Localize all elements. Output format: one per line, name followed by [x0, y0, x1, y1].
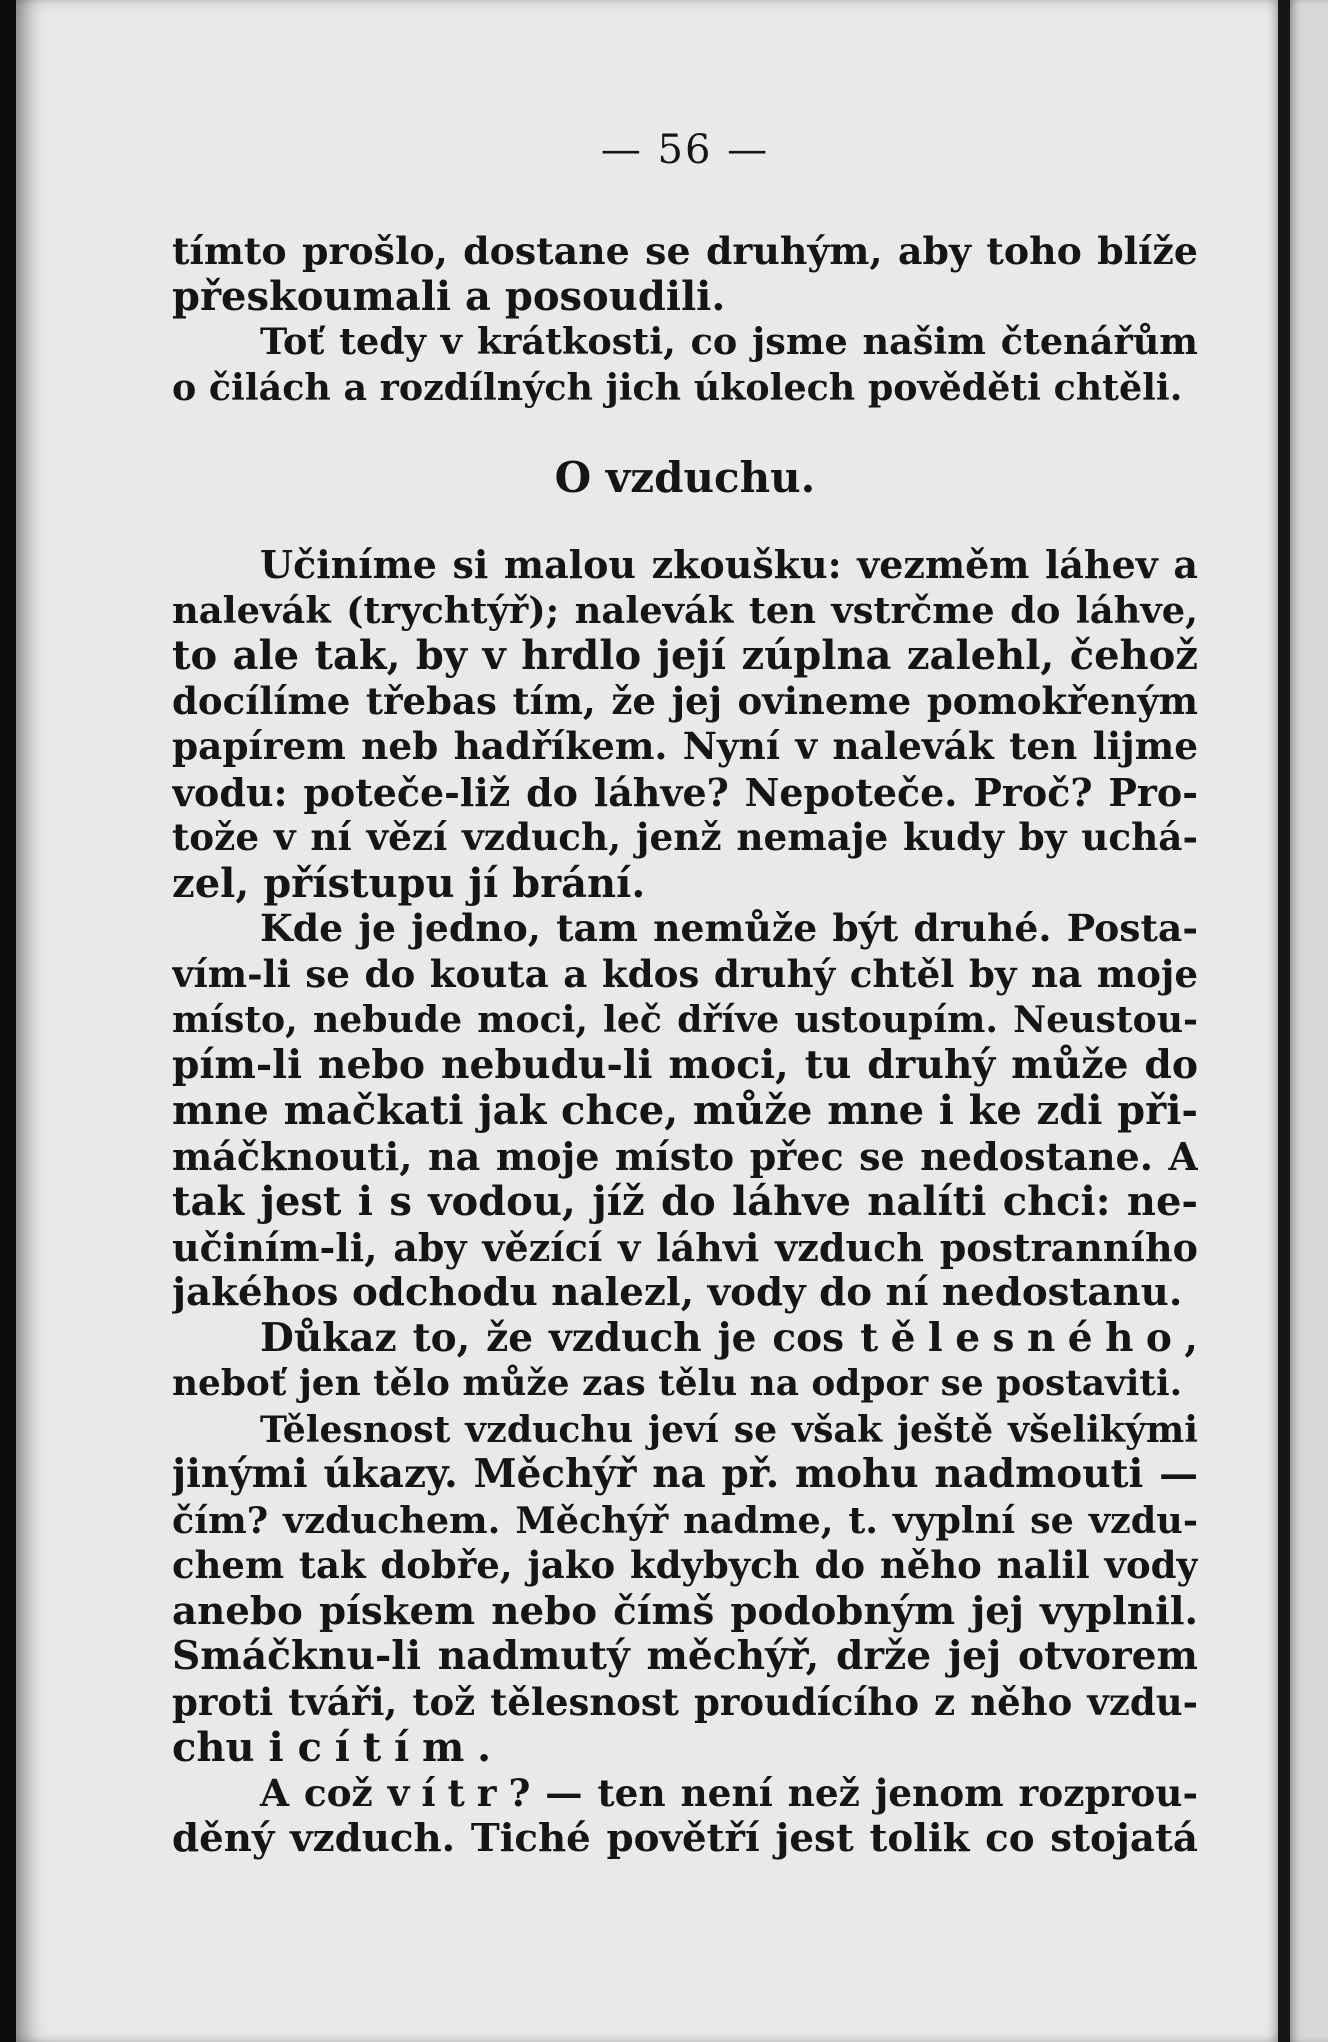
paragraph-1 [172, 542, 1198, 906]
text-line: Tělesnost vzduchu jeví se však ještě všelikými [260, 1407, 1198, 1451]
text-line: vím-li se do kouta a kdos druhý chtěl by na moje [172, 951, 1198, 996]
text-line: přeskoumali a posoudili. [172, 273, 726, 319]
text-line: o čilách a rozdílných jich úkolech pověděti chtěli. [172, 365, 1183, 409]
scan-left-edge [0, 0, 16, 2042]
text-line: nalevák (trychtýř); nalevák ten vstrčme do láhve, [172, 587, 1198, 632]
emphasized-word: cítím [297, 1725, 478, 1771]
text-line: mne mačkati jak chce, může mne i ke zdi při- [172, 1088, 1198, 1134]
text-line: docílíme třebas tím, že jej ovineme pomokřeným [172, 678, 1198, 723]
text-line: anebo pískem nebo čímš podobným jej vyplnil. [172, 1588, 1198, 1634]
text-line: neboť jen tělo může zas tělu na odpor se postaviti. [172, 1362, 1183, 1404]
text-line [172, 1771, 1198, 1817]
text-segment: Důkaz to, že vzduch je cos [260, 1315, 861, 1361]
emphasized-word: vítr [387, 1770, 509, 1815]
text-segment: chu i [172, 1725, 298, 1771]
page-text [172, 118, 1198, 1862]
paragraph-intro [172, 228, 1198, 319]
text-line: Toť tedy v krátkosti, co jsme našim čtenářům [260, 320, 1198, 363]
text-line: to ale tak, by v hrdlo její zúplna zalehl, čehož [172, 633, 1198, 679]
text-segment: A což [260, 1770, 388, 1815]
text-line: tímto prošlo, dostane se druhým, aby toho blíže [172, 228, 1198, 273]
text-line: učiním-li, aby vězící v láhvi vzduch postranního [172, 1224, 1198, 1270]
text-line: papírem neb hadříkem. Nyní v nalevák ten lijme [172, 724, 1198, 768]
text-segment: , [1184, 1315, 1198, 1361]
paragraph-5 [172, 1771, 1198, 1862]
text-line: Smáčknu-li nadmutý měchýř, drže jej otvorem [172, 1634, 1198, 1679]
text-line: proti tváři, tož tělesnost proudícího z něho vzdu- [172, 1679, 1198, 1724]
adjacent-page-edge [1290, 0, 1328, 2042]
book-gutter [1278, 0, 1290, 2042]
text-line [172, 1316, 1198, 1362]
paragraph-intro-2 [172, 319, 1198, 410]
text-line: tak jest i s vodou, jíž do láhve nalíti chci: ne- [172, 1179, 1198, 1225]
paragraph-4 [172, 1407, 1198, 1771]
text-line: jakéhos odchodu nalezl, vody do ní nedostanu. [172, 1270, 1183, 1315]
text-line: Učiníme si malou zkoušku: vezměm láhev a [260, 542, 1198, 587]
text-line [172, 1725, 1198, 1771]
text-segment: . [477, 1725, 492, 1771]
text-line: Kde je jedno, tam nemůže být druhé. Posta- [260, 906, 1198, 950]
section-heading: O vzduchu. [554, 453, 816, 502]
text-line: pím-li nebo nebudu-li moci, tu druhý může do [172, 1042, 1198, 1088]
paragraph-2 [172, 906, 1198, 1316]
text-line: zel, přístupu jí brání. [172, 860, 646, 906]
text-line: děný vzduch. Tiché povětří jest tolik co stojatá [172, 1816, 1198, 1861]
page-number: — 56 — [600, 127, 770, 173]
text-line: místo, nebude moci, leč dříve ustoupím. Neustou- [172, 998, 1198, 1041]
text-line: čím? vzduchem. Měchýř nadme, t. vyplní se vzdu- [172, 1498, 1198, 1542]
text-line: jinými úkazy. Měchýř na př. mohu nadmouti — [172, 1452, 1198, 1497]
text-line: máčknouti, na moje místo přec se nedostane. A [172, 1133, 1198, 1179]
paragraph-3 [172, 1316, 1198, 1407]
text-line: chem tak dobře, jako kdybych do něho nalil vody [172, 1543, 1198, 1587]
text-segment: ? — ten není než jenom rozprou- [508, 1770, 1198, 1815]
text-line: vodu: poteče-liž do láhve? Nepoteče. Proč? Pro- [172, 769, 1198, 815]
emphasized-word: tělesného [860, 1315, 1185, 1361]
text-line: tože v ní vězí vzduch, jenž nemaje kudy by uchá- [172, 815, 1198, 859]
